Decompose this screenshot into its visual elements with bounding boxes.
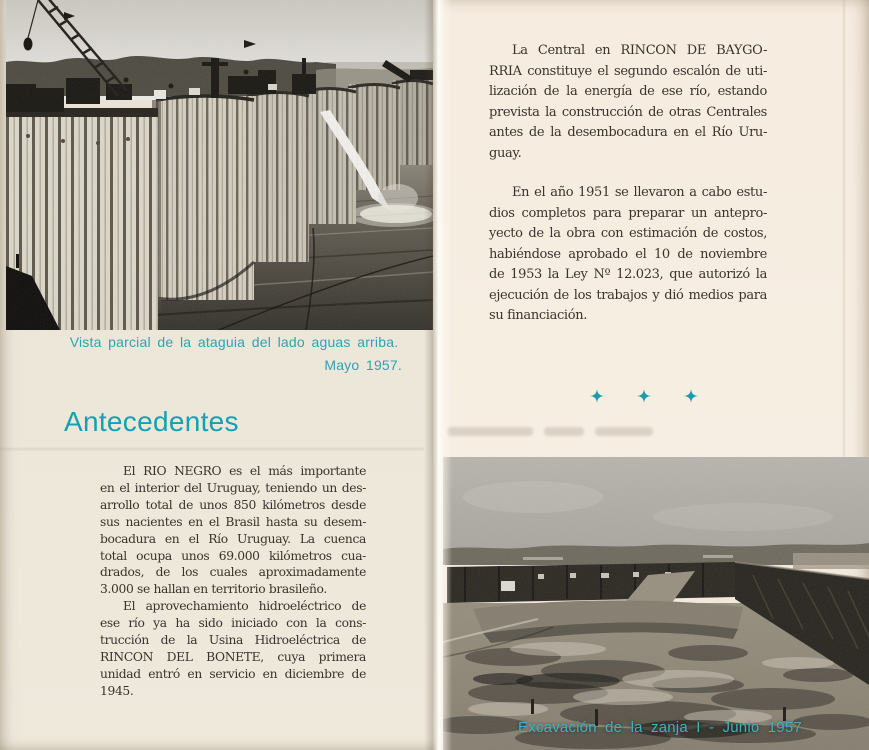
excavation-photo xyxy=(443,457,869,750)
text-line: 1945. xyxy=(100,683,134,698)
left-paragraph-rio-negro xyxy=(100,463,366,598)
right-paragraph-central xyxy=(489,41,767,164)
text-line: 3.000 se hallan en territorio brasileño. xyxy=(100,582,327,597)
left-paragraph-aprovechamiento xyxy=(100,598,366,699)
text-line: unidad entró en servicio en diciembre de xyxy=(100,666,366,681)
text-line: antes de la desembocadura en el Río Uru- xyxy=(489,125,767,140)
text-line: trucción de la Usina Hidroeléctrica de xyxy=(100,632,366,647)
text-line: El aprovechamiento hidroeléctrico de xyxy=(123,599,366,613)
text-line: sus nacientes en el Brasil hasta su desem- xyxy=(100,514,366,529)
show-through-smudge xyxy=(447,427,653,436)
text-line: dios completos para preparar un antepro- xyxy=(489,205,767,221)
text-line: su financiación. xyxy=(489,308,588,323)
cofferdam-photo xyxy=(6,0,433,330)
photo1-caption-line1: Vista parcial de la ataguia del lado aguas arriba. xyxy=(69,334,399,350)
text-line: El RIO NEGRO es el más importante xyxy=(123,464,366,478)
paper-crease-horizontal xyxy=(0,448,424,450)
text-line: total ocupa unos 69.000 kilómetros cua- xyxy=(100,548,366,563)
four-pointed-star-icon xyxy=(684,389,698,403)
four-pointed-star-icon xyxy=(637,389,651,403)
text-line: RINCON DEL BONETE, cuya primera xyxy=(100,649,366,664)
section-heading: Antecedentes xyxy=(64,406,239,437)
text-line: en el interior del Uruguay, teniendo un des- xyxy=(100,480,366,495)
text-line: habiéndose aprobado el 10 de noviembre xyxy=(489,246,767,262)
paper-crease-vertical xyxy=(843,0,845,457)
photo1-caption-date: Mayo 1957. xyxy=(324,357,402,373)
text-line: RRIA constituye el segundo escalón de uti- xyxy=(489,63,767,79)
text-line: de 1953 la Ley Nº 12.023, que autorizó la xyxy=(489,267,767,282)
text-line: En el año 1951 se llevaron a cabo estu- xyxy=(512,185,767,200)
text-line: ese río ya ha sido iniciado con la cons- xyxy=(100,615,366,630)
text-line: guay. xyxy=(489,145,522,161)
ornament-stars xyxy=(590,389,698,403)
text-line: arrollo total de unos 850 kilómetros desde xyxy=(100,497,366,512)
photo2-caption: Excavación de la zanja I - Junio 1957 xyxy=(518,719,802,736)
text-line: drados, de los cuales aproximadamente xyxy=(100,565,366,580)
four-pointed-star-icon xyxy=(590,389,604,403)
text-line: yecto de la obra con estimación de costos, xyxy=(489,226,767,241)
text-line: La Central en RINCON DE BAYGO- xyxy=(512,43,767,58)
text-line: lización de la energía de ese río, estando xyxy=(489,84,767,99)
text-line: ejecución de los trabajos y dió medios para xyxy=(489,287,767,303)
right-paragraph-estudios xyxy=(489,183,767,327)
text-line: prevista la construcción de otras Centrales xyxy=(489,104,767,120)
text-line: bocadura en el Río Uruguay. La cuenca xyxy=(100,531,366,546)
